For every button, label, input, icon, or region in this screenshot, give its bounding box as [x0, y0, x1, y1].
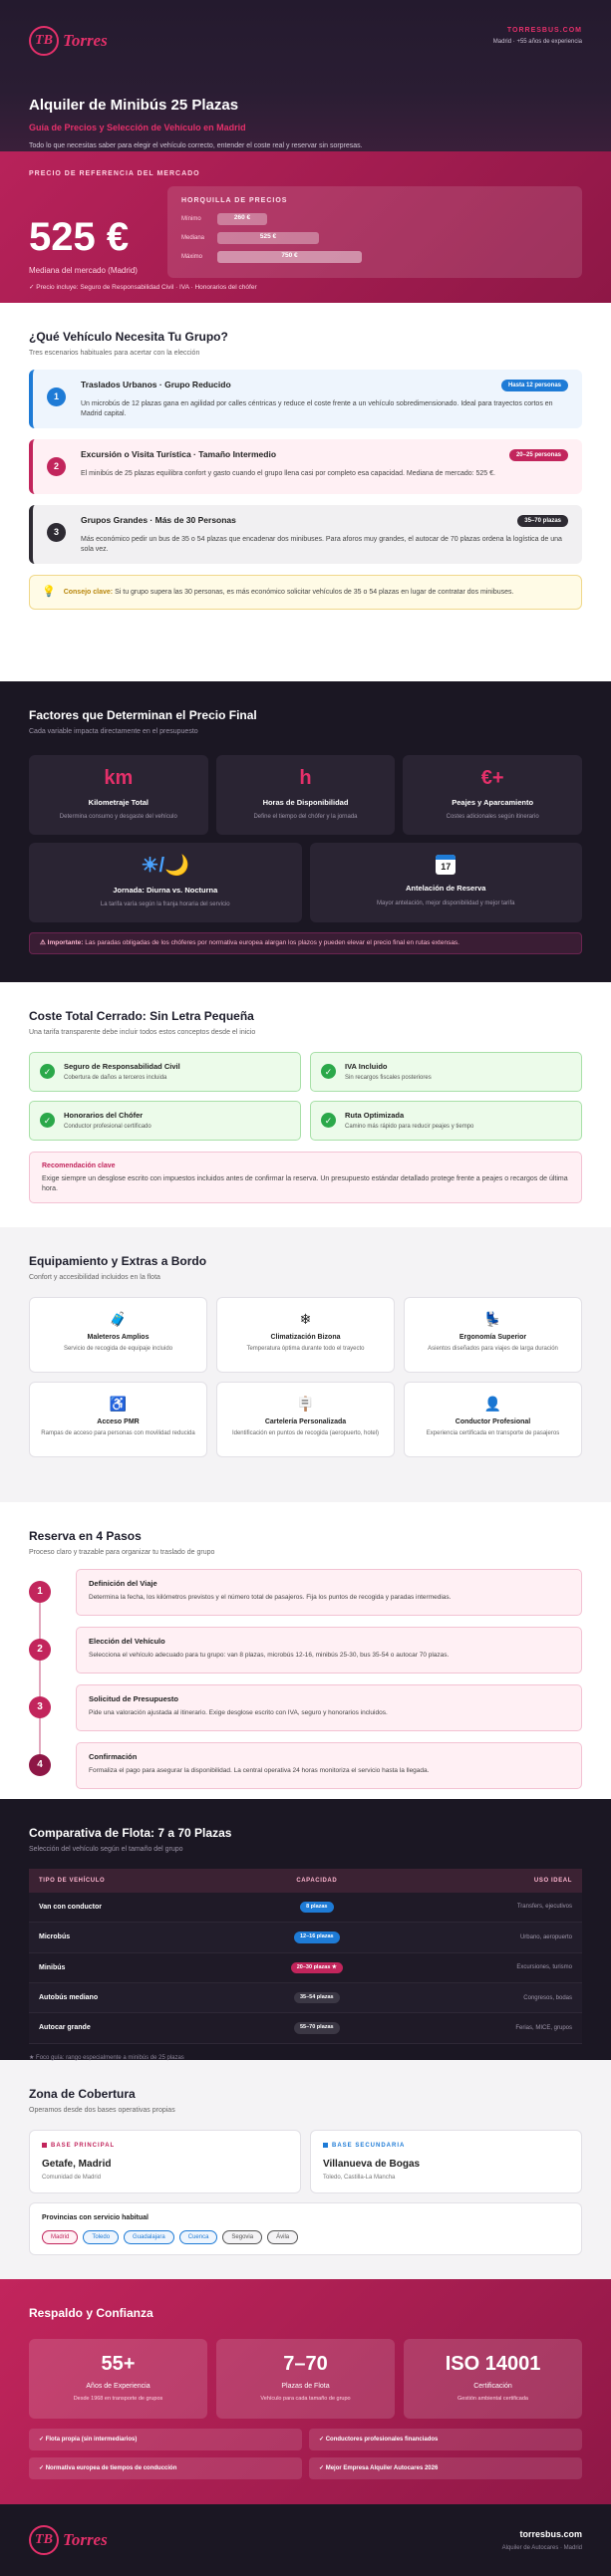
section-title: Equipamiento y Extras a Bordo [29, 1254, 207, 1268]
provinces-title: Provincias con servicio habitual [42, 2213, 149, 2221]
logo-wordmark: Torres [63, 2530, 108, 2549]
price-section [0, 151, 611, 303]
equipment-title: Acceso PMR [97, 1417, 140, 1425]
logo-wordmark: Torres [63, 31, 108, 50]
stat-value: ISO 14001 [445, 2353, 541, 2376]
cost-desc: Cobertura de daños a terceros incluida [64, 1074, 167, 1081]
cost-item [29, 1101, 301, 1141]
lightbulb-icon: 💡 [42, 586, 56, 599]
ideal-use: Urbano, aeropuerto [402, 1923, 582, 1952]
footer [0, 2504, 611, 2576]
column-header: CAPACIDAD [232, 1869, 402, 1893]
column-header: TIPO DE VEHÍCULO [29, 1869, 232, 1893]
factor-title: Antelación de Reserva [406, 884, 486, 894]
section-title: Coste Total Cerrado: Sin Letra Pequeña [29, 1009, 254, 1023]
tip-box [29, 575, 582, 610]
fleet-table [29, 1869, 582, 2044]
equipment-icon: 👤 [483, 1395, 502, 1412]
section-subtitle: Cada variable impacta directamente en el presupuesto [29, 728, 198, 736]
calendar-day: 17 [441, 861, 452, 872]
section-subtitle: Operamos desde dos bases operativas propias [29, 2107, 175, 2115]
section-subtitle: Tres escenarios habituales para acertar con la elección [29, 350, 200, 358]
step-desc: Selecciona el vehículo adecuado para tu grupo: van 8 plazas, microbús 12-16, minibús 25-30, bus 35-54 o autocar 70 plazas. [89, 1651, 450, 1659]
step-title: Confirmación [89, 1751, 138, 1761]
cost-title: Honorarios del Chófer [64, 1110, 144, 1120]
vehicle-type: Van con conductor [29, 1893, 232, 1923]
trust-item: ✓ Mejor Empresa Alquiler Autocares 2026 [309, 2457, 582, 2479]
fleet-section [0, 1799, 611, 2060]
square-marker-icon [323, 2143, 328, 2148]
equipment-card [29, 1382, 207, 1457]
tip-label: Consejo clave: [63, 589, 114, 597]
section-title: ¿Qué Vehículo Necesita Tu Grupo? [29, 330, 228, 344]
equipment-section [0, 1227, 611, 1502]
check-icon: ✓ [321, 1064, 336, 1079]
equipment-title: Climatización Bizona [270, 1333, 341, 1341]
recommendation-text: Exige siempre un desglose escrito con impuestos incluidos antes de confirmar la reserva. Un presupuesto estándar detallado protege frente a peajes o recargos de última hora. [42, 1175, 568, 1192]
recommendation-box [29, 1152, 582, 1203]
province-chip: Ávila [267, 2230, 298, 2244]
price-label: PRECIO DE REFERENCIA DEL MERCADO [29, 170, 200, 177]
equipment-icon: ♿ [109, 1395, 128, 1412]
step-desc: Formaliza el pago para asegurar la disponibilidad. La central operativa 24 horas monitoriza el servicio hasta la llegada. [89, 1766, 430, 1774]
check-icon: ✓ [321, 1113, 336, 1128]
table-row [29, 1982, 582, 2012]
step-item [29, 1742, 582, 1789]
hero-meta: Madrid · +55 años de experiencia [492, 39, 582, 46]
equipment-card [404, 1382, 582, 1457]
price-range-bar: 260 € [217, 213, 267, 225]
section-title: Reserva en 4 Pasos [29, 1529, 142, 1543]
base-name: Getafe, Madrid [42, 2158, 112, 2170]
vehicle-type: Autocar grande [29, 2013, 232, 2043]
stat-card [404, 2339, 582, 2419]
factor-title: Peajes y Aparcamiento [452, 797, 534, 807]
price-range-label: Mediana [181, 234, 205, 241]
ideal-use: Transfers, ejecutivos [402, 1893, 582, 1923]
factor-desc: Determina consumo y desgaste del vehículo [59, 813, 177, 820]
timeline-line [39, 1583, 41, 1772]
step-item [29, 1627, 582, 1674]
capacity-badge: 35–54 plazas [294, 1992, 340, 2003]
capacity-badge: 35–70 plazas [517, 515, 568, 527]
step-number-badge: 3 [47, 523, 66, 542]
cost-title: Seguro de Responsabilidad Civil [64, 1061, 180, 1071]
base-card-secondary [310, 2130, 582, 2193]
stat-value: 7–70 [283, 2353, 328, 2376]
logo-mark-icon: TB [29, 2525, 59, 2555]
price-range-row [181, 251, 568, 263]
step-number-badge: 4 [29, 1754, 51, 1776]
factor-desc: Define el tiempo del chófer y la jornada [253, 813, 358, 820]
step-number-badge: 1 [47, 387, 66, 406]
footer-caption: Alquiler de Autocares · Madrid [501, 2544, 582, 2551]
trust-item: ✓ Conductores profesionales financiados [309, 2429, 582, 2450]
province-chip: Guadalajara [124, 2230, 174, 2244]
ideal-use: Excursiones, turismo [402, 1952, 582, 1982]
capacity-badge: Hasta 12 personas [501, 380, 568, 391]
recommendation-title: Recomendación clave [42, 1161, 116, 1169]
base-name: Villanueva de Bogas [323, 2158, 421, 2170]
equipment-desc: Rampas de acceso para personas con movilidad reducida [41, 1429, 195, 1436]
factor-card [29, 755, 208, 835]
factor-title: Horas de Disponibilidad [262, 797, 349, 807]
section-title: Factores que Determinan el Precio Final [29, 708, 257, 722]
cost-title: Ruta Optimizada [345, 1110, 405, 1120]
step-number-badge: 3 [29, 1696, 51, 1718]
footer-logo[interactable] [29, 2525, 108, 2555]
step-item [29, 1684, 582, 1731]
cost-item [310, 1101, 582, 1141]
factor-card [29, 843, 302, 922]
stat-card [216, 2339, 395, 2419]
cost-desc: Conductor profesional certificado [64, 1123, 152, 1130]
equipment-icon: 🧳 [109, 1310, 128, 1327]
step-desc: Pide una valoración ajustada al itinerario. Exige desglose escrito con IVA, seguro y honorarios incluidos. [89, 1708, 388, 1716]
section-title: Zona de Cobertura [29, 2087, 136, 2101]
stat-desc: Desde 1968 en transporte de grupos [73, 2395, 163, 2402]
group-desc: Más económico pedir un bus de 35 o 54 plazas que encadenar dos minibuses. Para aforos muy grandes, el autocar de 70 plazas ordena la logística de una sola vez. [81, 536, 562, 553]
warning-label: ⚠ Importante: [40, 938, 84, 946]
ideal-use: Ferias, MICE, grupos [402, 2013, 582, 2043]
check-icon: ✓ [40, 1113, 55, 1128]
group-desc: El minibús de 25 plazas equilibra confort y gasto cuando el grupo llena casi por completo esa capacidad. Mediana de mercado: 525 €. [81, 470, 495, 478]
equipment-desc: Asientos diseñados para viajes de larga duración [428, 1345, 558, 1352]
step-title: Solicitud de Presupuesto [89, 1693, 179, 1703]
price-range-row [181, 213, 568, 225]
province-chip: Cuenca [179, 2230, 218, 2244]
base-label: BASE SECUNDARIA [332, 2142, 406, 2149]
group-desc: Un microbús de 12 plazas gana en agilidad por calles céntricas y reduce el coste frente a un vehículo sobredimensionado. Ideal para trayectos cortos en Madrid capital. [81, 400, 553, 417]
equipment-icon: 🪧 [296, 1395, 315, 1412]
site-link[interactable]: TORRESBUS.COM [506, 27, 582, 34]
step-desc: Determina la fecha, los kilómetros previstos y el número total de pasajeros. Fija los puntos de recogida y paradas intermedias. [89, 1593, 452, 1601]
group-card [29, 439, 582, 494]
equipment-desc: Servicio de recogida de equipaje incluido [63, 1345, 173, 1352]
equipment-desc: Experiencia certificada en transporte de pasajeros [426, 1429, 560, 1436]
section-subtitle: Proceso claro y trazable para organizar tu traslado de grupo [29, 1549, 215, 1557]
price-range-bar: 525 € [217, 232, 319, 244]
price-range-bar: 750 € [217, 251, 362, 263]
section-title: Comparativa de Flota: 7 a 70 Plazas [29, 1826, 232, 1840]
equipment-title: Ergonomía Superior [458, 1333, 527, 1341]
trust-section [0, 2279, 611, 2504]
brand-logo[interactable] [29, 26, 108, 56]
capacity-badge: 12–16 plazas [294, 1932, 340, 1942]
trust-item: ✓ Flota propia (sin intermediarios) [29, 2429, 302, 2450]
base-card-main [29, 2130, 301, 2193]
step-title: Elección del Vehículo [89, 1636, 165, 1646]
step-number-badge: 2 [47, 457, 66, 476]
equipment-icon: ❄ [299, 1310, 312, 1327]
table-row [29, 1952, 582, 1982]
section-title: Respaldo y Confianza [29, 2306, 153, 2320]
warning-box [29, 932, 582, 955]
cost-desc: Camino más rápido para reducir peajes y tiempo [345, 1123, 474, 1130]
stat-card [29, 2339, 207, 2419]
equipment-title: Cartelería Personalizada [264, 1417, 347, 1425]
sun-moon-icon: ☀/🌙 [141, 854, 189, 877]
ideal-use: Congresos, bodas [402, 1982, 582, 2012]
price-range-card [167, 186, 582, 278]
vehicle-type: Autobús mediano [29, 1982, 232, 2012]
price-includes-note: ✓ Precio incluye: Seguro de Responsabilidad Civil · IVA · Honorarios del chófer [29, 284, 257, 292]
fleet-note: ★ Foco guía: rango especialmente a minibús de 25 plazas [29, 2054, 184, 2061]
equipment-card [29, 1297, 207, 1373]
square-marker-icon [42, 2143, 47, 2148]
stat-title: Certificación [473, 2383, 512, 2391]
km-icon: km [104, 766, 134, 789]
groups-section [0, 303, 611, 681]
province-chip: Segovia [222, 2230, 262, 2244]
factor-card [403, 755, 582, 835]
cost-item [29, 1052, 301, 1092]
step-number-badge: 2 [29, 1639, 51, 1661]
cost-title: IVA Incluido [345, 1061, 388, 1071]
coverage-section [0, 2060, 611, 2279]
footer-site-link[interactable]: torresbus.com [519, 2529, 582, 2540]
vehicle-type: Minibús [29, 1952, 232, 1982]
stat-value: 55+ [101, 2353, 136, 2376]
calendar-icon [436, 855, 456, 875]
base-label: BASE PRINCIPAL [51, 2142, 116, 2149]
equipment-card [216, 1297, 395, 1373]
tip-text: Si tu grupo supera las 30 personas, es más económico solicitar vehículos de 35 o 54 plazas en lugar de contratar dos minibuses. [115, 589, 514, 597]
vehicle-type: Microbús [29, 1923, 232, 1952]
section-subtitle: Confort y accesibilidad incluidos en la flota [29, 1274, 160, 1282]
capacity-badge: 8 plazas [300, 1902, 333, 1913]
province-chip: Toledo [83, 2230, 119, 2244]
warning-text: Las paradas obligadas de los chóferes por normativa europea alargan los plazos y pueden elevar el precio final en rutas extensas. [85, 938, 459, 946]
section-subtitle: Una tarifa transparente debe incluir todos estos conceptos desde el inicio [29, 1029, 256, 1037]
factors-section [0, 681, 611, 982]
capacity-badge: 20–25 personas [509, 449, 568, 461]
table-row [29, 2013, 582, 2043]
group-card [29, 505, 582, 564]
price-range-row [181, 232, 568, 244]
check-icon: ✓ [40, 1064, 55, 1079]
table-row [29, 1893, 582, 1923]
median-price: 525 € [29, 215, 130, 260]
group-title: Traslados Urbanos · Grupo Reducido [81, 379, 231, 389]
stat-desc: Gestión ambiental certificada [458, 2395, 528, 2402]
hours-icon: h [299, 766, 312, 789]
equipment-icon: 💺 [483, 1310, 502, 1327]
stat-desc: Vehículo para cada tamaño de grupo [260, 2395, 351, 2402]
price-range-label: Máximo [181, 253, 203, 260]
trust-item: ✓ Normativa europea de tiempos de conducción [29, 2457, 302, 2479]
equipment-desc: Temperatura óptima durante todo el trayecto [246, 1345, 365, 1352]
province-chip: Madrid [42, 2230, 78, 2244]
step-number-badge: 1 [29, 1581, 51, 1603]
column-header: USO IDEAL [402, 1869, 582, 1893]
equipment-desc: Identificación en puntos de recogida (aeropuerto, hotel) [231, 1429, 380, 1436]
base-region: Comunidad de Madrid [42, 2175, 102, 2182]
factor-desc: Costes adicionales según itinerario [446, 813, 539, 820]
page-title: Alquiler de Minibús 25 Plazas [29, 97, 239, 114]
group-title: Excursión o Visita Turística · Tamaño Intermedio [81, 448, 277, 459]
factor-card [310, 843, 583, 922]
table-row [29, 1923, 582, 1952]
base-region: Toledo, Castilla-La Mancha [323, 2175, 396, 2182]
step-item [29, 1569, 582, 1616]
capacity-badge: 55–70 plazas [294, 2022, 340, 2033]
cost-item [310, 1052, 582, 1092]
capacity-badge: 20–30 plazas ★ [291, 1962, 343, 1973]
page-subtitle: Guía de Precios y Selección de Vehículo en Madrid [29, 123, 246, 133]
logo-mark-icon: TB [29, 26, 59, 56]
factor-desc: Mayor antelación, mejor disponibilidad y mejor tarifa [377, 900, 515, 906]
factor-desc: La tarifa varía según la franja horaria del servicio [100, 901, 230, 907]
costs-section [0, 982, 611, 1227]
group-card [29, 370, 582, 428]
section-subtitle: Selección del vehículo según el tamaño del grupo [29, 1846, 183, 1854]
price-range-title: HORQUILLA DE PRECIOS [181, 197, 288, 205]
equipment-card [216, 1382, 395, 1457]
step-title: Definición del Viaje [89, 1578, 157, 1588]
factor-title: Jornada: Diurna vs. Nocturna [113, 885, 218, 895]
equipment-title: Maleteros Amplios [87, 1333, 150, 1341]
hero-description: Todo lo que necesitas saber para elegir el vehículo correcto, entender el coste real y reservar sin sorpresas. [29, 142, 363, 150]
median-price-caption: Mediana del mercado (Madrid) [29, 266, 138, 276]
price-range-label: Mínimo [181, 215, 201, 222]
equipment-card [404, 1297, 582, 1373]
factor-card [216, 755, 396, 835]
provinces-box [29, 2202, 582, 2256]
euro-plus-icon: €+ [480, 766, 504, 789]
stat-title: Plazas de Flota [281, 2383, 330, 2391]
factor-title: Kilometraje Total [88, 797, 149, 807]
equipment-title: Conductor Profesional [455, 1417, 531, 1425]
steps-section [0, 1502, 611, 1799]
cost-desc: Sin recargos fiscales posteriores [345, 1074, 432, 1081]
hero-section [0, 0, 611, 151]
group-title: Grupos Grandes · Más de 30 Personas [81, 514, 236, 525]
stat-title: Años de Experiencia [86, 2383, 151, 2391]
